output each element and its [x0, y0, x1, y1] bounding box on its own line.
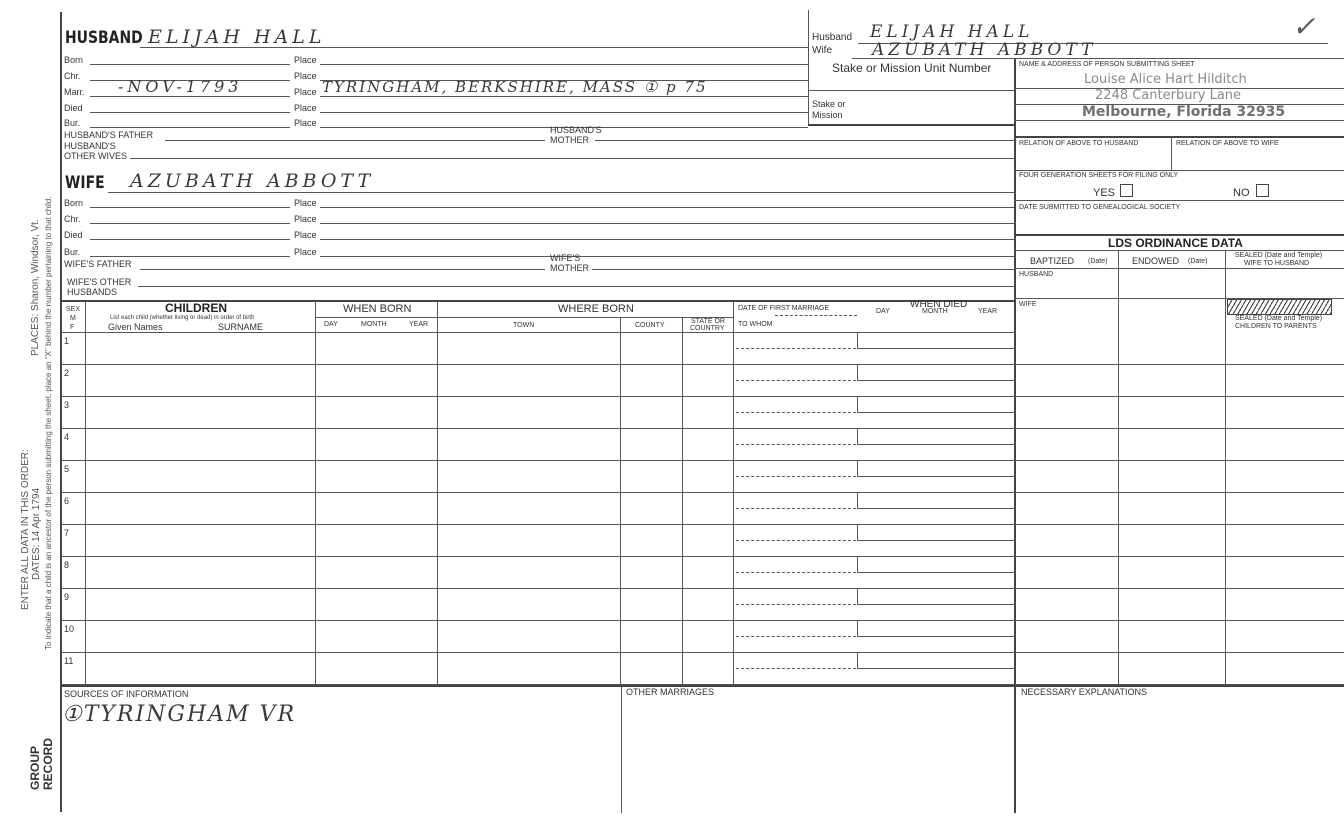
sealed-wife-label: SEALED (Date and Temple): [1235, 252, 1323, 259]
children-title: CHILDREN: [165, 301, 227, 315]
sealed-children-label: SEALED (Date and Temple): [1235, 315, 1323, 322]
sealed-children-label2: CHILDREN TO PARENTS: [1235, 323, 1317, 330]
child-died-bracket: [857, 429, 858, 445]
submitter-label: NAME & ADDRESS OF PERSON SUBMITTING SHEET: [1019, 61, 1195, 68]
sources-label: SOURCES OF INFORMATION: [64, 689, 189, 699]
child-row-line: [60, 556, 1344, 557]
husband-died-place-line: [320, 112, 808, 113]
ordinance-title: LDS ORDINANCE DATA: [1108, 236, 1243, 250]
child-row-line: [60, 524, 1344, 525]
sealed-wife-hatch: [1227, 299, 1332, 315]
child-row-line: [60, 428, 1344, 429]
wife-father-label: WIFE'S FATHER: [64, 259, 132, 269]
died-year-label: YEAR: [978, 308, 998, 315]
wife-bur-place-line: [320, 256, 1015, 257]
child-died-line: [857, 636, 1015, 637]
wife-bur-line: [90, 256, 290, 257]
no-label: NO: [1233, 187, 1250, 199]
top-wife-label: Wife: [812, 45, 832, 56]
wife-chr-label: Chr.: [64, 214, 81, 224]
right-section-divider: [1014, 58, 1016, 813]
husband-name-value[interactable]: ELIJAH HALL: [148, 26, 326, 48]
submitter-bottom: [1014, 136, 1344, 138]
col-state: [733, 301, 734, 686]
wife-mother-line: [592, 269, 1015, 270]
yes-label: YES: [1093, 187, 1116, 199]
husband-mother-label: HUSBAND'S MOTHER: [550, 125, 602, 145]
wife-born-line: [90, 207, 290, 208]
first-marriage-label: DATE OF FIRST MARRIAGE: [738, 305, 830, 312]
wife-born-label: Born: [64, 198, 84, 208]
explanations-label: NECESSARY EXPLANATIONS: [1021, 687, 1148, 697]
children-header-bottom: [60, 332, 1015, 333]
when-died-label: WHEN DIED: [910, 299, 968, 310]
group-record-record: RECORD: [41, 737, 55, 790]
child-row-number: 1: [64, 336, 70, 346]
died-month-label: MONTH: [922, 308, 948, 315]
child-died-line: [857, 412, 1015, 413]
top-husband-label: Husband: [812, 32, 853, 43]
col-when-born: [437, 301, 438, 686]
relation-husband-label: RELATION OF ABOVE TO HUSBAND: [1019, 140, 1139, 147]
child-row-number: 6: [64, 496, 70, 506]
husband-died-label: Died: [64, 103, 83, 113]
husband-father-line: [165, 140, 545, 141]
husband-born-place-label: Place: [294, 55, 317, 65]
ordinance-husband-row: HUSBAND: [1019, 271, 1054, 278]
child-marriage-dash: [736, 572, 856, 573]
top-wife-value[interactable]: AZUBATH ABBOTT: [872, 40, 1097, 60]
husband-bur-line: [90, 127, 290, 128]
child-died-line: [857, 604, 1015, 605]
husband-marr-place[interactable]: TYRINGHAM, BERKSHIRE, MASS ① p 75: [322, 78, 708, 96]
wife-died-line: [90, 239, 290, 240]
child-died-bracket: [857, 365, 858, 381]
margin-enter-all: ENTER ALL DATA IN THIS ORDER:: [20, 449, 31, 610]
wife-bur-place-label: Place: [294, 247, 317, 257]
col-county: [682, 317, 683, 686]
other-marriages-label: OTHER MARRIAGES: [626, 687, 715, 697]
submitter-city: Melbourne, Florida 32935: [1082, 104, 1286, 120]
husband-died-line: [90, 112, 290, 113]
husband-section-bottom: [808, 124, 1015, 126]
child-row-line: [60, 460, 1344, 461]
born-day-label: DAY: [324, 321, 338, 328]
submitter-name: Louise Alice Hart Hilditch: [1084, 72, 1247, 87]
child-row-line: [60, 588, 1344, 589]
child-row-number: 5: [64, 464, 70, 474]
col-town: [620, 317, 621, 686]
child-row-line: [60, 492, 1344, 493]
child-marriage-dash: [736, 476, 856, 477]
child-died-line: [857, 508, 1015, 509]
husband-heading: HUSBAND: [65, 28, 143, 48]
group-record-group: GROUP: [28, 745, 42, 790]
wife-name-value[interactable]: AZUBATH ABBOTT: [130, 170, 375, 192]
wife-name-line: [108, 192, 1015, 193]
sex-f-label: F: [70, 324, 75, 331]
died-day-label: DAY: [876, 308, 890, 315]
sex-label: SEX: [66, 306, 81, 313]
wife-born-place-line: [320, 207, 1015, 208]
child-marriage-dash: [736, 604, 856, 605]
ordinance-title-line: [1014, 250, 1344, 251]
col-names: [315, 301, 316, 686]
wife-chr-line: [90, 223, 290, 224]
surname-label: SURNAME: [218, 322, 264, 332]
relation-bottom: [1014, 170, 1344, 171]
col-sex: [85, 301, 86, 686]
husband-born-place-line: [320, 64, 808, 65]
child-row-number: 3: [64, 400, 70, 410]
child-row-number: 11: [64, 656, 74, 666]
when-born-label: WHEN BORN: [343, 303, 412, 315]
born-month-label: MONTH: [361, 321, 387, 328]
child-died-bracket: [857, 525, 858, 541]
submitter-street: 2248 Canterbury Lane: [1095, 88, 1242, 103]
sex-m-label: M: [70, 315, 76, 322]
child-row-number: 4: [64, 432, 70, 442]
state-label: STATE OR: [691, 318, 725, 325]
husband-bur-place-label: Place: [294, 118, 317, 128]
country-label: COUNTRY: [690, 325, 725, 332]
endowed-date-label: (Date): [1188, 258, 1208, 265]
relation-divider: [1171, 136, 1172, 170]
margin-indicate: To indicate that a child is an ancestor of the person submitting the sheet, place an "X" behind the number pertaining to that child.: [44, 196, 53, 650]
ordinance-wife-row: WIFE: [1019, 301, 1037, 308]
stake-unit-line: [808, 90, 1015, 91]
husband-marr-date[interactable]: -NOV-1793: [118, 77, 243, 96]
husband-father-label: HUSBAND'S FATHER: [64, 130, 154, 140]
baptized-label: BAPTIZED: [1030, 256, 1075, 266]
child-row-number: 2: [64, 368, 70, 378]
wife-mother-label: WIFE'S MOTHER: [550, 253, 589, 273]
town-label: TOWN: [513, 322, 535, 329]
child-marriage-dash: [736, 412, 856, 413]
wife-born-place-label: Place: [294, 198, 317, 208]
bottom-divider: [621, 686, 622, 813]
date-submitted-label: DATE SUBMITTED TO GENEALOGICAL SOCIETY: [1019, 204, 1181, 211]
child-died-line: [857, 476, 1015, 477]
husband-mother-line: [595, 140, 1015, 141]
husband-other-wives-label: HUSBAND'S OTHER WIVES: [64, 141, 128, 161]
child-marriage-dash: [736, 668, 856, 669]
where-born-subline: [438, 317, 734, 318]
child-row-number: 8: [64, 560, 70, 570]
child-died-bracket: [857, 493, 858, 509]
submitter-line-3: [1014, 120, 1344, 121]
husband-bur-label: Bur.: [64, 118, 81, 128]
no-checkbox[interactable]: [1256, 184, 1269, 197]
baptized-date-label: (Date): [1088, 258, 1108, 265]
stake-mission-label: Stake or Mission: [812, 99, 846, 120]
child-row-number: 10: [64, 624, 75, 634]
husband-chr-label: Chr.: [64, 71, 81, 81]
county-label: COUNTY: [635, 322, 665, 329]
four-gen-bottom: [1014, 200, 1344, 201]
yes-checkbox[interactable]: [1120, 184, 1133, 197]
child-row-number: 7: [64, 528, 70, 538]
husband-marr-place-line: [320, 96, 808, 97]
child-died-bracket: [857, 397, 858, 413]
left-border: [60, 12, 62, 812]
child-row-line: [60, 364, 1344, 365]
children-subtitle: List each child (whether living or dead) in order of birth: [110, 315, 255, 321]
when-born-subline: [316, 317, 438, 318]
endowed-label: ENDOWED: [1132, 256, 1179, 266]
child-marriage-dash: [736, 444, 856, 445]
child-died-bracket: [857, 621, 858, 637]
wife-died-place-label: Place: [294, 230, 317, 240]
wife-died-label: Died: [64, 230, 83, 240]
checkmark: ✓: [1292, 10, 1316, 43]
child-row-line: [60, 396, 1344, 397]
child-marriage-dash: [736, 508, 856, 509]
husband-died-place-label: Place: [294, 103, 317, 113]
child-died-bracket: [857, 589, 858, 605]
husband-born-label: Born: [64, 55, 84, 65]
husband-marr-place-label: Place: [294, 87, 317, 97]
husband-marr-label: Marr.: [64, 87, 85, 97]
child-row-line: [60, 652, 1344, 653]
child-died-bracket: [857, 653, 858, 669]
margin-places: PLACES: Sharon, Windsor, Vt.: [30, 219, 41, 356]
sources-value[interactable]: ①TYRINGHAM VR: [62, 702, 297, 727]
wife-father-line: [140, 269, 545, 270]
husband-born-line: [90, 64, 290, 65]
margin-dates: DATES: 14 Apr 1794: [31, 487, 42, 580]
child-died-line: [857, 380, 1015, 381]
child-died-line: [857, 668, 1015, 669]
child-row-line: [60, 620, 1344, 621]
wife-chr-place-label: Place: [294, 214, 317, 224]
child-marriage-dash: [736, 348, 856, 349]
ordinance-header-bottom: [1014, 268, 1344, 269]
wife-died-place-line: [320, 239, 1015, 240]
top-husband-value[interactable]: ELIJAH HALL: [870, 22, 1034, 42]
sealed-wife-label2: WIFE TO HUSBAND: [1244, 260, 1310, 267]
child-marriage-dash: [736, 636, 856, 637]
child-marriage-dash: [736, 380, 856, 381]
wife-bur-label: Bur.: [64, 247, 81, 257]
child-died-bracket: [857, 333, 858, 349]
wife-chr-place-line: [320, 223, 1015, 224]
submitter-top-line: [1014, 58, 1344, 59]
wife-heading: WIFE: [65, 173, 105, 193]
child-died-line: [857, 540, 1015, 541]
center-divider: [808, 10, 809, 125]
husband-marr-line: [90, 96, 290, 97]
wife-other-husbands-label: WIFE'S OTHER HUSBANDS: [67, 277, 132, 297]
where-born-label: WHERE BORN: [558, 303, 634, 315]
relation-wife-label: RELATION OF ABOVE TO WIFE: [1176, 140, 1279, 147]
child-row-number: 9: [64, 592, 70, 602]
wife-other-husbands-line: [138, 286, 1015, 287]
first-marriage-dash: [775, 315, 857, 316]
to-whom-label: TO WHOM: [738, 321, 773, 328]
child-died-line: [857, 572, 1015, 573]
born-year-label: YEAR: [409, 321, 429, 328]
husband-chr-place-label: Place: [294, 71, 317, 81]
child-died-bracket: [857, 557, 858, 573]
child-died-line: [857, 348, 1015, 349]
given-names-label: Given Names: [108, 322, 163, 332]
stake-unit-label: Stake or Mission Unit Number: [832, 61, 992, 75]
four-gen-label: FOUR GENERATION SHEETS FOR FILING ONLY: [1019, 172, 1179, 179]
child-died-bracket: [857, 461, 858, 477]
husband-other-wives-line: [130, 158, 1015, 159]
child-died-line: [857, 444, 1015, 445]
child-marriage-dash: [736, 540, 856, 541]
